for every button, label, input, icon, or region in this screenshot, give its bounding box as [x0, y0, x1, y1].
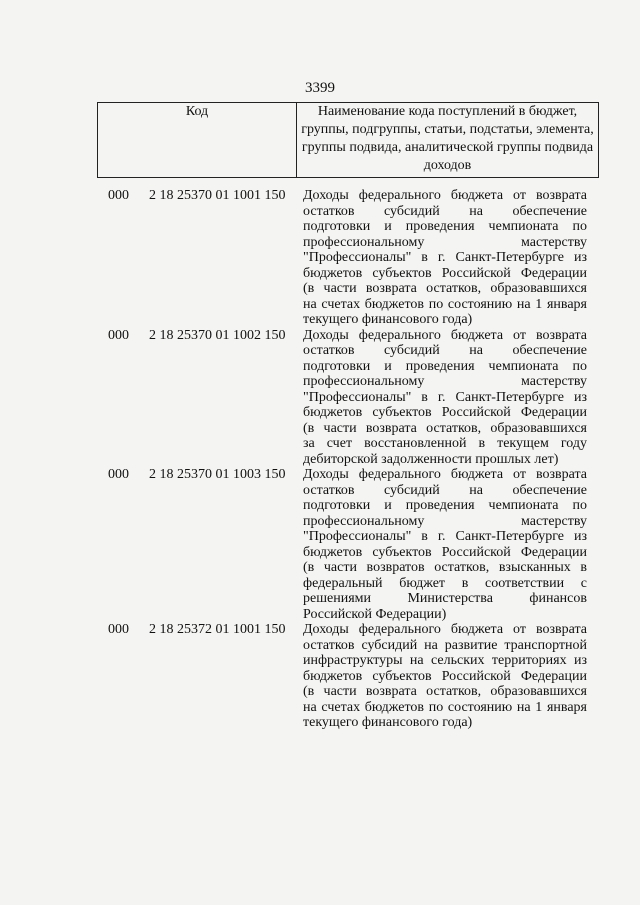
description-line: на счетах бюджетов по состоянию на 1 января — [303, 699, 587, 715]
description-line: бюджетов субъектов Российской Федерации — [303, 405, 587, 420]
income-description — [303, 467, 587, 622]
income-code-list — [0, 188, 640, 731]
description-line: федеральный бюджет в соответствии с — [303, 575, 587, 591]
admin-code: 000 — [108, 188, 129, 203]
description-line: Доходы федерального бюджета от возврата — [303, 622, 587, 637]
description-line: профессиональному мастерству — [303, 374, 587, 389]
description-line: остатков субсидий на обеспечение — [303, 343, 587, 358]
description-line: бюджетов субъектов Российской Федерации — [303, 544, 587, 560]
description-line: остатков субсидий на обеспечение — [303, 203, 587, 219]
description-line: на счетах бюджетов по состоянию на 1 января — [303, 296, 587, 312]
header-name: Наименование кода поступлений в бюджет, группы, подгруппы, статьи, подстатьи, элемента, группы подвида, аналитической группы подвида доходов — [297, 103, 599, 178]
description-line: текущего финансового года) — [303, 312, 473, 327]
income-code: 2 18 25372 01 1001 150 — [149, 622, 286, 637]
description-line: за счет восстановленной в текущем году — [303, 436, 587, 451]
description-line: "Профессионалы" в г. Санкт-Петербурге из — [303, 389, 587, 405]
income-description — [303, 328, 587, 468]
description-line: Российской Федерации) — [303, 606, 447, 622]
description-line: профессиональному мастерству — [303, 513, 587, 529]
header-table — [97, 102, 599, 178]
description-line: решениями Министерства финансов — [303, 591, 587, 606]
description-line: Доходы федерального бюджета от возврата — [303, 327, 587, 343]
description-line: "Профессионалы" в г. Санкт-Петербурге из — [303, 250, 587, 265]
description-line: подготовки и проведения чемпионата по — [303, 358, 587, 374]
table-row — [0, 328, 640, 468]
income-description — [303, 188, 587, 328]
description-line: инфраструктуры на сельских территориях из — [303, 653, 587, 668]
income-code: 2 18 25370 01 1003 150 — [149, 467, 286, 482]
description-line: (в части возврата остатков, образовавшихся — [303, 281, 587, 296]
table-row — [0, 467, 640, 622]
income-code: 2 18 25370 01 1001 150 — [149, 188, 286, 203]
description-line: (в части возврата остатков, образовавшихся — [303, 420, 587, 436]
header-code: Код — [98, 103, 297, 178]
admin-code: 000 — [108, 622, 129, 637]
admin-code: 000 — [108, 467, 129, 482]
page-number: 3399 — [305, 80, 335, 96]
description-line: остатков субсидий на обеспечение — [303, 482, 587, 498]
description-line: (в части возврата остатков, образовавшихся — [303, 684, 587, 699]
description-line: бюджетов субъектов Российской Федерации — [303, 265, 587, 281]
description-line: (в части возвратов остатков, взысканных в — [303, 560, 587, 575]
income-code: 2 18 25370 01 1002 150 — [149, 327, 286, 343]
description-line: Доходы федерального бюджета от возврата — [303, 188, 587, 203]
description-line: остатков субсидий на развитие транспортной — [303, 637, 587, 653]
description-line: профессиональному мастерству — [303, 234, 587, 250]
income-description — [303, 622, 587, 731]
description-line: подготовки и проведения чемпионата по — [303, 498, 587, 513]
admin-code: 000 — [108, 327, 129, 343]
description-line: дебиторской задолженности прошлых лет) — [303, 451, 559, 467]
table-row — [0, 622, 640, 731]
description-line: подготовки и проведения чемпионата по — [303, 219, 587, 234]
description-line: бюджетов субъектов Российской Федерации — [303, 668, 587, 684]
description-line: "Профессионалы" в г. Санкт-Петербурге из — [303, 529, 587, 544]
description-line: текущего финансового года) — [303, 715, 473, 730]
description-line: Доходы федерального бюджета от возврата — [303, 467, 587, 482]
table-row — [0, 188, 640, 328]
